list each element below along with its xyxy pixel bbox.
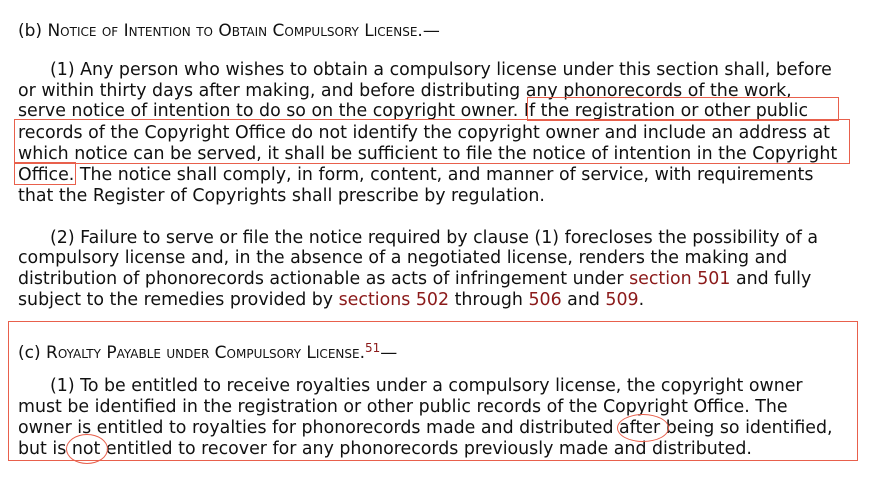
b1-line-4: records of the Copyright Office do not identify the copyright owner and include an address at (18, 123, 830, 143)
circle-annotation-after (617, 414, 669, 442)
highlight-box-sentence-top (527, 97, 839, 121)
link-section-506[interactable]: 506 (528, 290, 562, 310)
c1-line-4: but is not entitled to recover for any phonorecords previously made and distributed. (18, 439, 752, 459)
link-section-509[interactable]: 509 (605, 290, 639, 310)
b1-line-2: or within thirty days after making, and before distributing any phonorecords of the work, (18, 81, 792, 101)
section-c-heading: (c) Royalty Payable under Compulsory License.$^{51}$— (18, 341, 398, 363)
c1-line-1: (1) To be entitled to receive royalties under a compulsory license, the copyright owner (50, 376, 803, 396)
section-b-heading: (b) Notice of Intention to Obtain Compulsory License.— (18, 21, 440, 41)
link-sections-502[interactable]: sections 502 (338, 290, 450, 310)
b1-line-6: Office. The notice shall comply, in form, content, and manner of service, with requirements (18, 165, 814, 185)
highlight-box-sentence-bottom (14, 162, 76, 185)
c1-line-3: owner is entitled to royalties for phonorecords made and distributed after being so identified, (18, 418, 833, 438)
b1-line-3: serve notice of intention to do so on the copyright owner. If the registration or other public (18, 101, 809, 121)
b1-line-1: (1) Any person who wishes to obtain a compulsory license under this section shall, before (50, 60, 832, 80)
circle-annotation-not (66, 434, 108, 464)
link-section-501[interactable]: section 501 (629, 269, 731, 289)
b2-line-1: (2) Failure to serve or file the notice required by clause (1) forecloses the possibility of a (50, 228, 819, 248)
highlight-box-sentence-middle (14, 119, 850, 164)
b2-line-3: distribution of phonorecords actionable as acts of infringement under section 501 and fully (18, 269, 812, 289)
word-after: after (619, 418, 661, 438)
c1-line-2: must be identified in the registration or other public records of the Copyright Office. The (18, 397, 788, 417)
section-c-title: Royalty Payable under Compulsory License. (46, 343, 365, 363)
b1-line-5: which notice can be served, it shall be sufficient to file the notice of intention in the Copyright (18, 144, 838, 164)
footnote-link-51[interactable]: 51 (364, 341, 381, 355)
section-b-title: Notice of Intention to Obtain Compulsory License. (47, 21, 423, 41)
b2-line-2: compulsory license and, in the absence of a negotiated license, renders the making and (18, 248, 788, 268)
word-not: not (71, 439, 101, 459)
b1-line-7: that the Register of Copyrights shall prescribe by regulation. (18, 186, 545, 206)
b2-line-4: subject to the remedies provided by sections 502 through 506 and 509. (18, 290, 645, 310)
